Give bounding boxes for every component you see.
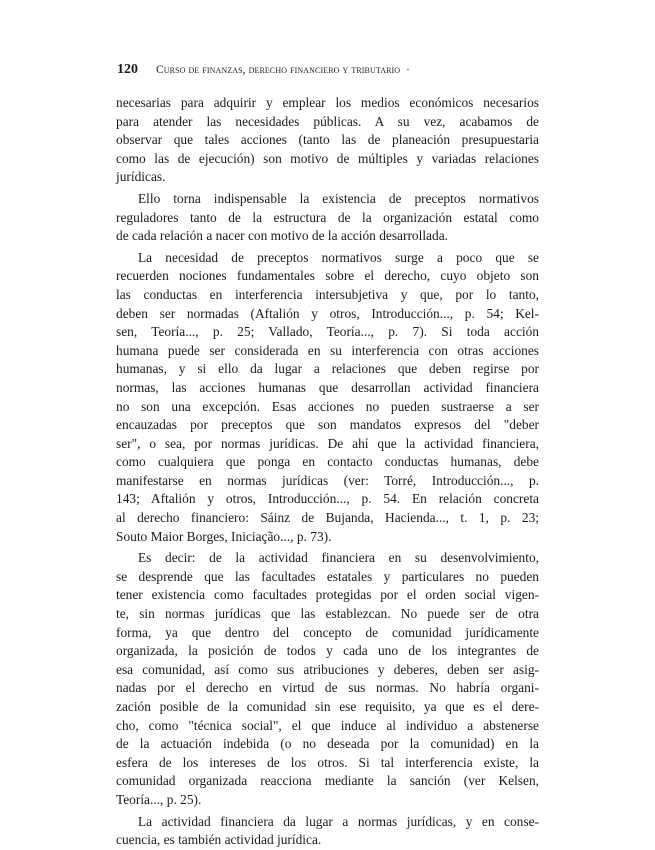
text-line: 143; Aftalión y otros, Introducción..., p. 54. En relación concreta (116, 491, 539, 507)
text-line: Souto Maior Borges, Iniciação..., p. 73). (116, 528, 332, 544)
header-mark: · (406, 64, 410, 76)
text-line: Teoría..., p. 25). (116, 791, 202, 807)
text-line: cho, como "técnica social", el que induce al individuo a abstenerse (116, 717, 539, 733)
text-line: organizada, la posición de todos y cada uno de los integrantes de (116, 643, 539, 659)
text-line: comunidad organizada reacciona mediante la sanción (ver Kelsen, (116, 773, 539, 789)
text-line: te, sin normas jurídicas que las establezcan. No puede ser de otra (116, 606, 539, 622)
text-line: cuencia, es también actividad jurídica. (116, 832, 322, 848)
text-line: como las de ejecución) son motivo de múltiples y variadas relaciones (116, 150, 539, 166)
text-line: necesarias para adquirir y emplear los medios económicos necesarios (116, 95, 539, 110)
text-line: humana puede ser considerada en su interferencia con otras acciones (116, 342, 539, 358)
text-line: se desprende que las facultades estatales y particulares no pueden (116, 568, 539, 584)
paragraph (116, 249, 539, 547)
text-line: de cada relación a nacer con motivo de la acción desarrollada. (116, 228, 448, 244)
paragraph (116, 190, 539, 246)
text-line: reguladores tanto de la estructura de la organización estatal como (116, 209, 539, 225)
text-line: las conductas en interferencia intersubjetiva y que, por lo tanto, (116, 286, 539, 302)
text-line: ser", o sea, por normas jurídicas. De ahí que la actividad financiera, (116, 435, 539, 451)
paragraph (116, 813, 539, 850)
text-line: zación posible de la comunidad sin ese requisito, ya que es el dere- (116, 699, 539, 714)
text-line: de la actuación indebida (o no deseada por la comunidad) en la (116, 736, 539, 752)
text-line: La necesidad de preceptos normativos surge a poco que se (138, 249, 539, 265)
text-line: Es decir: de la actividad financiera en su desenvolvimiento, (138, 550, 539, 566)
text-line: manifestarse en normas jurídicas (ver: Torré, Introducción..., p. (116, 472, 539, 488)
page-number: 120 (117, 62, 138, 77)
running-head (117, 59, 537, 79)
running-title: Curso de finanzas, derecho financiero y tributario (156, 64, 401, 76)
text-line: deben ser normadas (Aftalión y otros, Introducción..., p. 54; Kel- (116, 305, 539, 321)
paragraph (116, 94, 539, 187)
text-line: esfera de los intereses de los otros. Si tal interferencia existe, la (116, 754, 539, 770)
text-line: jurídicas. (116, 169, 166, 185)
text-line: tener existencia como facultades protegidas por el orden social vigen- (116, 587, 539, 603)
paragraph (116, 549, 539, 809)
body-text (116, 94, 539, 850)
text-line: nadas por el derecho en virtud de sus normas. No habría organi- (116, 680, 539, 696)
text-line: Ello torna indispensable la existencia de preceptos normativos (138, 190, 539, 206)
text-line: La actividad financiera da lugar a normas jurídicas, y en conse- (138, 813, 539, 829)
text-line: como cualquiera que ponga en contacto conductas humanas, debe (116, 454, 539, 470)
text-line: sen, Teoría..., p. 25; Vallado, Teoría..., p. 7). Si toda acción (116, 324, 539, 340)
text-line: normas, las acciones humanas que desarrollan actividad financiera (116, 379, 539, 395)
text-line: encauzadas por preceptos que son mandatos expresos del "deber (116, 417, 539, 433)
text-line: observar que tales acciones (tanto las de planeación presupuestaria (116, 132, 539, 148)
text-line: no son una excepción. Esas acciones no pueden sustraerse a ser (116, 398, 539, 414)
text-line: recuerden nociones fundamentales sobre el derecho, cuyo objeto son (116, 268, 539, 284)
text-line: forma, ya que dentro del concepto de comunidad jurídicamente (116, 624, 539, 640)
text-line: esa comunidad, así como sus atribuciones y deberes, deben ser asig- (116, 661, 539, 677)
text-line: al derecho financiero: Sáinz de Bujanda, Hacienda..., t. 1, p. 23; (116, 510, 539, 526)
text-line: para atender las necesidades públicas. A su vez, acabamos de (116, 113, 539, 129)
text-line: humanas, y si ello da lugar a relaciones que deben regirse por (116, 361, 539, 377)
